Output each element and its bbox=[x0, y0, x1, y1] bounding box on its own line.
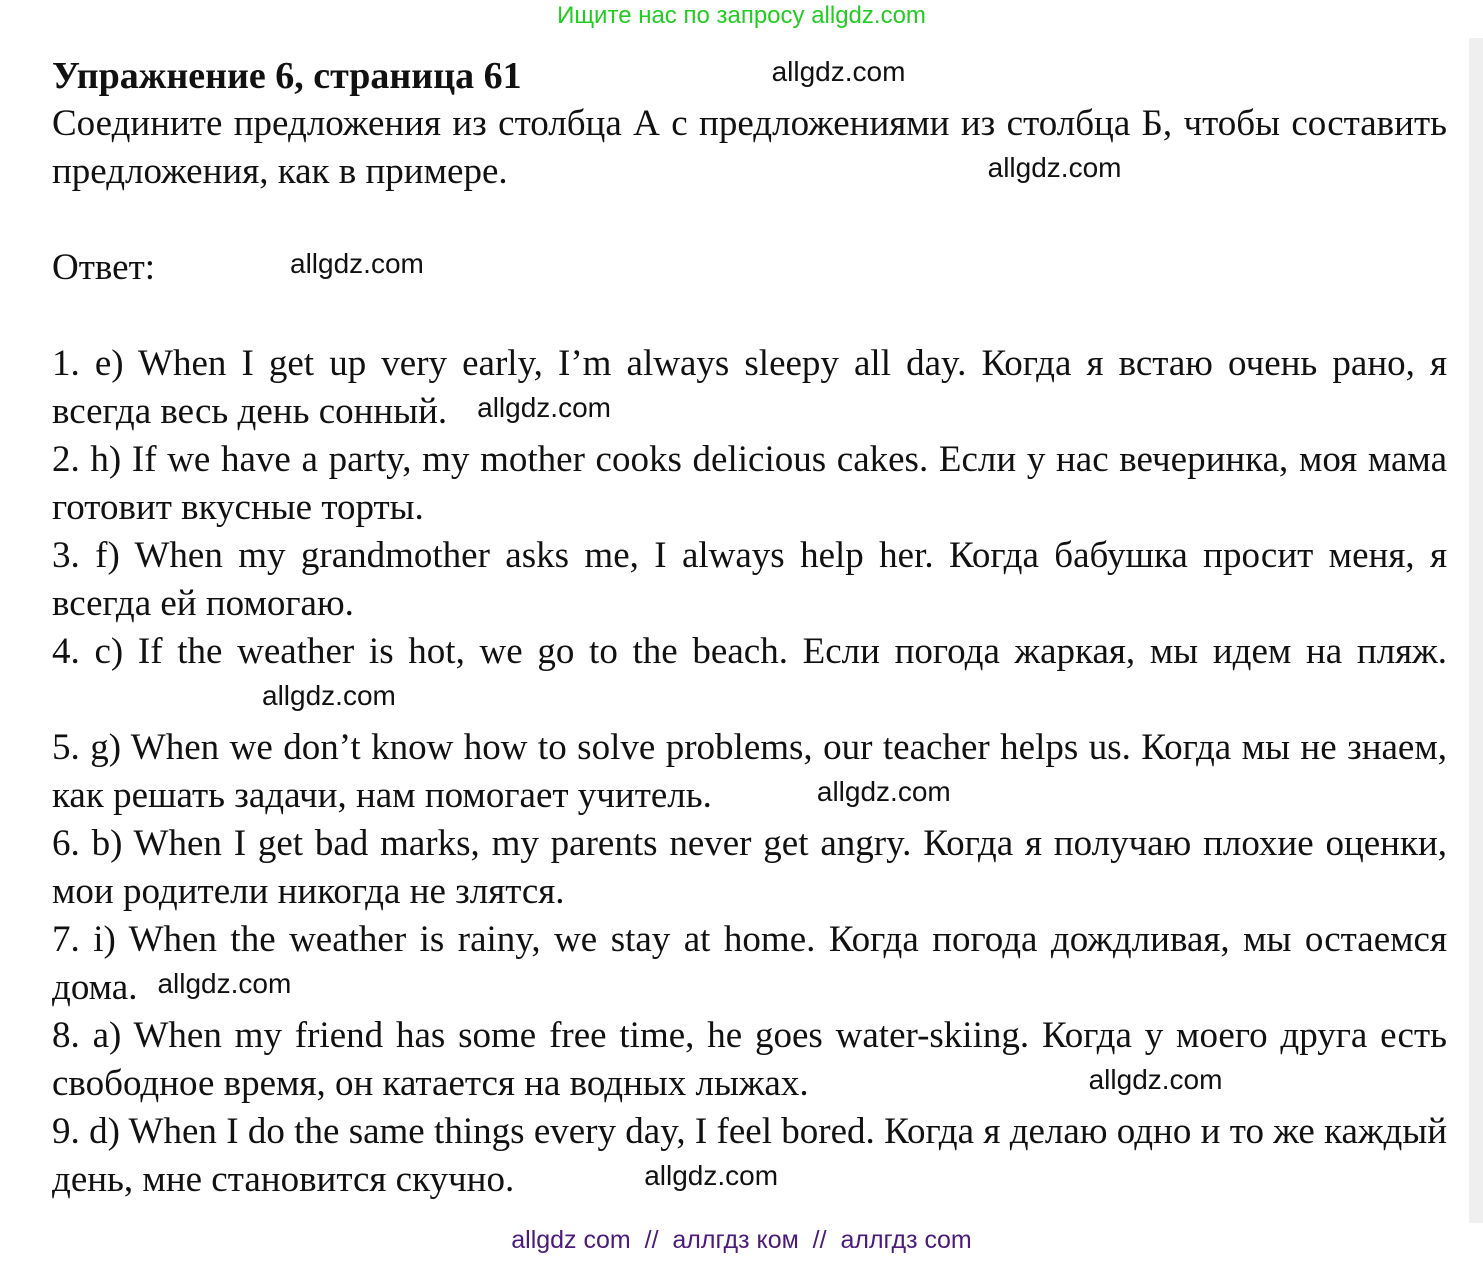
answer-label: Ответ: bbox=[52, 247, 156, 288]
watermark: allgdz.com bbox=[290, 248, 424, 279]
watermark: allgdz.com bbox=[157, 968, 292, 999]
watermark: allgdz.com bbox=[1088, 1064, 1223, 1095]
answer-list bbox=[52, 340, 1447, 1204]
answer-item-row bbox=[52, 532, 1447, 628]
search-banner: Ищите нас по запросу allgdz.com bbox=[557, 2, 926, 29]
answer-item: 8. a) When my friend has some free time, he goes water-skiing. Когда у моего друга есть свободное время, он катается на водных лыжах. bbox=[52, 1015, 1447, 1104]
answer-item-row bbox=[52, 340, 1447, 436]
task-paragraph bbox=[52, 100, 1447, 196]
watermark: allgdz.com bbox=[477, 392, 611, 423]
document bbox=[52, 52, 1447, 1204]
watermark: allgdz.com bbox=[987, 152, 1122, 183]
answer-item: 9. d) When I do the same things every day, I feel bored. Когда я делаю одно и то же каждый день, мне становится скучно. bbox=[52, 1111, 1447, 1200]
answer-item: 7. i) When the weather is rainy, we stay at home. Когда погода дождливая, мы остаемся дома. bbox=[52, 919, 1447, 1008]
answer-item-row bbox=[52, 436, 1447, 532]
answer-item: 3. f) When my grandmother asks me, I always help her. Когда бабушка просит меня, я всегда ей помогаю. bbox=[52, 535, 1447, 624]
answer-item-row bbox=[52, 1012, 1447, 1108]
watermark: allgdz.com bbox=[644, 1160, 779, 1191]
answer-item: 5. g) When we don’t know how to solve problems, our teacher helps us. Когда мы не знаем, как решать задачи, нам помогает учитель. bbox=[52, 727, 1447, 816]
scrollbar[interactable] bbox=[1469, 38, 1483, 1223]
answer-item: 6. b) When I get bad marks, my parents never get angry. Когда я получаю плохие оценки, мои родители никогда не злятся. bbox=[52, 823, 1447, 912]
answer-item-row bbox=[52, 916, 1447, 1012]
task-text: Соедините предложения из столбца А с предложениями из столбца Б, чтобы составить предложения, как в примере. bbox=[52, 103, 1447, 192]
page-title-line bbox=[52, 52, 1447, 100]
watermark: allgdz.com bbox=[262, 680, 396, 711]
answer-item: 4. c) If the weather is hot, we go to the beach. Если погода жаркая, мы идем на пляж. bbox=[52, 631, 1447, 672]
answer-item-row bbox=[52, 724, 1447, 820]
watermark: allgdz.com bbox=[816, 776, 951, 807]
answer-item-row bbox=[52, 1108, 1447, 1204]
answer-item: 1. e) When I get up very early, I’m always sleepy all day. Когда я встаю очень рано, я всегда весь день сонный. bbox=[52, 343, 1447, 432]
answer-item-row bbox=[52, 820, 1447, 916]
watermark: allgdz.com bbox=[771, 56, 906, 87]
answer-item: 2. h) If we have a party, my mother cooks delicious cakes. Если у нас вечеринка, моя мама готовит вкусные торты. bbox=[52, 439, 1447, 528]
answer-item-row bbox=[52, 628, 1447, 724]
page-title: Упражнение 6, страница 61 bbox=[52, 55, 522, 97]
footer-links[interactable]: allgdz com // аллгдз ком // аллгдз com bbox=[511, 1226, 972, 1254]
answer-line bbox=[52, 244, 1447, 292]
